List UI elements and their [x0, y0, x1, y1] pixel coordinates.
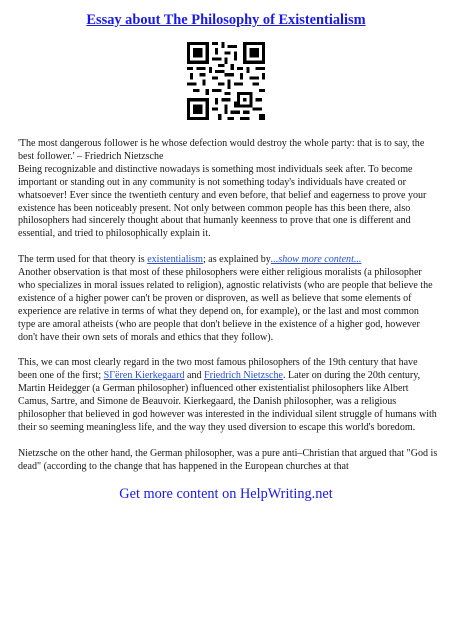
nietzsche-link[interactable]: Friedrich Nietzsche [204, 370, 283, 382]
paragraph-3-lead: This, we can most clearly regard in the two most famous philosophers of the 19th century that have been one of the first; [18, 357, 418, 382]
paragraph-2-lead: The term used for that theory is [18, 254, 148, 266]
existentialism-link[interactable]: existentialism [147, 254, 203, 266]
essay-title[interactable]: Essay about The Philosophy of Existentialism [86, 12, 366, 28]
paragraph-3 [18, 357, 438, 434]
kierkegaard-link[interactable]: SГёren Kierkegaard [103, 370, 185, 382]
nietzsche-quote: 'The most dangerous follower is he whose defection would destroy the whole party: that is to say, the best follower.' – Friedrich Nietzsche [18, 138, 425, 162]
qr-code-icon [187, 42, 265, 120]
paragraph-4-text: Nietzsche on the other hand, the German philosopher, was a pure anti–Christian that argued that "God is dead" (according to the change that has happened in the European churches at that [18, 447, 438, 472]
get-more-content-link[interactable]: Get more content on HelpWriting.net [119, 486, 333, 502]
essay-body [18, 138, 438, 486]
show-more-content-link[interactable]: ...show more content... [270, 254, 362, 266]
paragraph-1 [18, 138, 438, 241]
paragraph-2 [18, 254, 438, 344]
paragraph-3-and: and [184, 370, 205, 382]
paragraph-1-text: Being recognizable and distinctive nowadays is something most individuals seek after. To become important or standing out in any community is not something today's individuals have created or whatsoever! Ever since the twentieth century and even before, that belief and eagerness to prove your existence has been noticeably present. Not only between common people has this been there, also philosophers had sincerely thought about that humanly keenness to prove that one is different and essential, and tried to philosophically explain it. [18, 163, 427, 240]
paragraph-4 [18, 448, 438, 474]
paragraph-3-text: . Later on during the 20th century, Martin Heidegger (a German philosopher) influenced other existentialist philosophers like Albert Camus, Sartre, and Simone de Beauvoir. Kierkegaard, the Danish philosopher, was a religious philosopher that believed in god however was interested in the individual silent struggle of humans with their so seeming meaningless life, and the way they used diversion to escape this world's boredom. [18, 370, 437, 433]
paragraph-2-mid: ; as explained by [203, 254, 271, 266]
paragraph-2-text: Another observation is that most of these philosophers were either religious moralists (a philosopher who specializes in moral issues related to religion), agnostic relativists (who are people that believe the existence of a higher power can't be proven or disproven, as well as believe that some elements of experience are relative in terms of what they depend on, for example), or the last and most common type are amoral atheists (who are people that don't believe in the existence of a higher god, however don't have their own sets of morals and ethics that they follow). [18, 267, 433, 343]
